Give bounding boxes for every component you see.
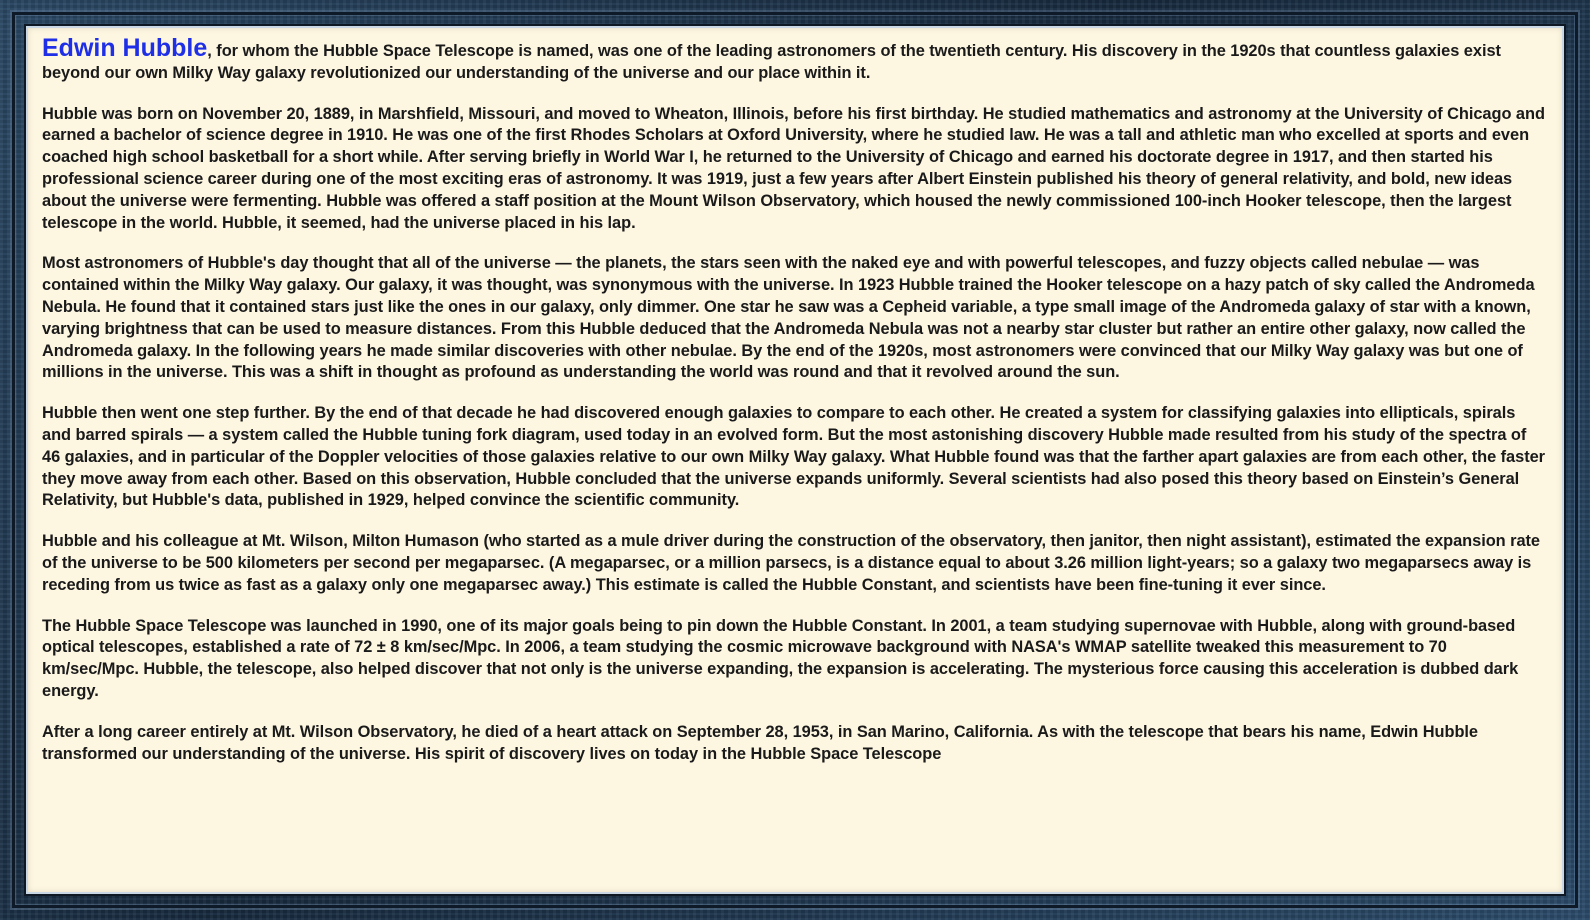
article-panel: [26, 26, 1564, 894]
paragraph-early-life: Hubble was born on November 20, 1889, in Marshfield, Missouri, and moved to Wheaton, Illinois, before his first birthday. He studied mathematics and astronomy at the University of Chicago and earned a bachelor of science degree in 1910. He was one of the first Rhodes Scholars at Oxford University, where he studied law. He was a tall and athletic man who excelled at sports and even coached high school basketball for a short while. After serving briefly in World War I, he returned to the University of Chicago and earned his doctorate degree in 1917, and then started his professional science career during one of the most exciting eras of astronomy. It was 1919, just a few years after Albert Einstein published his theory of general relativity, and bold, new ideas about the universe were fermenting. Hubble was offered a staff position at the Mount Wilson Observatory, which housed the newly commissioned 100-inch Hooker telescope, then the largest telescope in the world. Hubble, it seemed, had the universe placed in his lap.: [42, 104, 1545, 232]
paragraph-andromeda: Most astronomers of Hubble's day thought that all of the universe — the planets, the stars seen with the naked eye and with powerful telescopes, and fuzzy objects called nebulae — was contained within the Milky Way galaxy. Our galaxy, it was thought, was synonymous with the universe. In 1923 Hubble trained the Hooker telescope on a hazy patch of sky called the Andromeda Nebula. He found that it contained stars just like the ones in our galaxy, only dimmer. One star he saw was a Cepheid variable, a type small image of the Andromeda galaxy of star with a known, varying brightness that can be used to measure distances. From this Hubble deduced that the Andromeda Nebula was not a nearby star cluster but rather an entire other galaxy, now called the Andromeda galaxy. In the following years he made similar discoveries with other nebulae. By the end of the 1920s, most astronomers were convinced that our Milky Way galaxy was but one of millions in the universe. This was a shift in thought as profound as understanding the world was round and that it revolved around the sun.: [42, 254, 1535, 382]
paragraph-expansion: Hubble then went one step further. By the end of that decade he had discovered enough galaxies to compare to each other. He created a system for classifying galaxies into ellipticals, spirals and barred spirals — a system called the Hubble tuning fork diagram, used today in an evolved form. But the most astonishing discovery Hubble made resulted from his study of the spectra of 46 galaxies, and in particular of the Doppler velocities of those galaxies relative to our own Milky Way galaxy. What Hubble found was that the farther apart galaxies are from each other, the faster they move away from each other. Based on this observation, Hubble concluded that the universe expands uniformly. Several scientists had also posed this theory based on Einstein’s General Relativity, but Hubble's data, published in 1929, helped convince the scientific community.: [42, 404, 1545, 510]
intro-paragraph: [42, 34, 1548, 85]
paragraph-legacy: After a long career entirely at Mt. Wilson Observatory, he died of a heart attack on September 28, 1953, in San Marino, California. As with the telescope that bears his name, Edwin Hubble transformed our understanding of the universe. His spirit of discovery lives on today in the Hubble Space Telescope: [42, 722, 1478, 763]
subject-name: Edwin Hubble: [42, 34, 208, 62]
paragraph-hubble-constant: Hubble and his colleague at Mt. Wilson, Milton Humason (who started as a mule driver during the construction of the observatory, then janitor, then night assistant), estimated the expansion rate of the universe to be 500 kilometers per second per megaparsec. (A megaparsec, or a million parsecs, is a distance equal to about 3.26 million light-years; so a galaxy two megaparsecs away is receding from us twice as fast as a galaxy only one megaparsec away.) This estimate is called the Hubble Constant, and scientists have been fine-tuning it ever since.: [42, 532, 1540, 594]
intro-text: , for whom the Hubble Space Telescope is named, was one of the leading astronomers of the twentieth century. His discovery in the 1920s that countless galaxies exist beyond our own Milky Way galaxy revolutionized our understanding of the universe and our place within it.: [42, 42, 1501, 82]
paragraph-space-telescope: The Hubble Space Telescope was launched in 1990, one of its major goals being to pin down the Hubble Constant. In 2001, a team studying supernovae with Hubble, along with ground-based optical telescopes, established a rate of 72 ± 8 km/sec/Mpc. In 2006, a team studying the cosmic microwave background with NASA's WMAP satellite tweaked this measurement to 70 km/sec/Mpc. Hubble, the telescope, also helped discover that not only is the universe expanding, the expansion is accelerating. The mysterious force causing this acceleration is dubbed dark energy.: [42, 616, 1519, 700]
